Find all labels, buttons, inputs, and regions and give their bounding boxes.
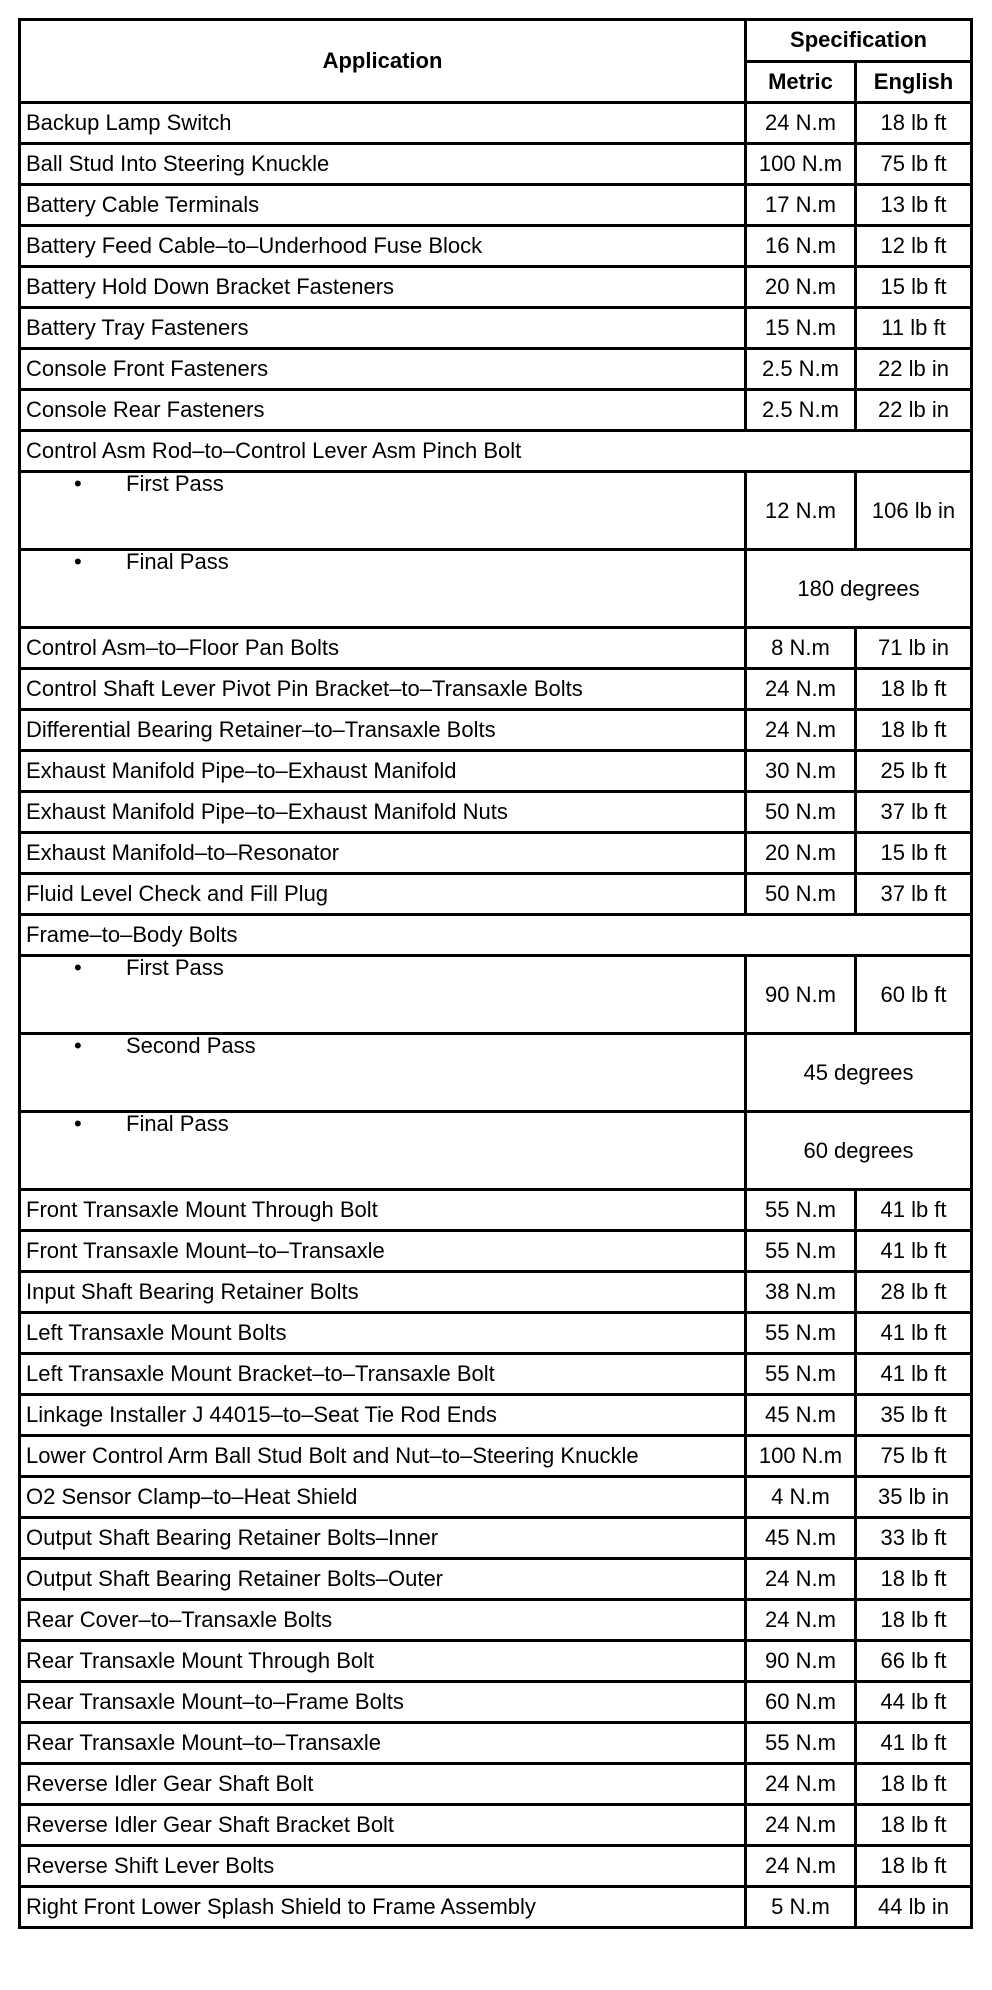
application-cell: Rear Transaxle Mount–to–Frame Bolts <box>20 1682 746 1723</box>
application-cell: Front Transaxle Mount Through Bolt <box>20 1190 746 1231</box>
metric-cell: 90 N.m <box>746 1641 856 1682</box>
metric-cell: 20 N.m <box>746 267 856 308</box>
english-cell: 106 lb in <box>856 472 972 550</box>
step-label: Final Pass <box>126 549 229 574</box>
english-cell: 33 lb ft <box>856 1518 972 1559</box>
bullet-marker: • <box>74 1033 82 1058</box>
step-cell <box>20 1034 746 1112</box>
english-cell: 18 lb ft <box>856 1846 972 1887</box>
group-title-cell: Frame–to–Body Bolts <box>20 915 972 956</box>
group-header-row <box>20 431 972 472</box>
table-row <box>20 1190 972 1231</box>
table-row <box>20 1887 972 1928</box>
torque-spec-table <box>18 18 973 1929</box>
metric-cell: 5 N.m <box>746 1887 856 1928</box>
english-cell: 18 lb ft <box>856 103 972 144</box>
table-row <box>20 628 972 669</box>
table-row <box>20 1272 972 1313</box>
metric-cell: 24 N.m <box>746 1846 856 1887</box>
table-row <box>20 349 972 390</box>
table-row <box>20 1231 972 1272</box>
sub-step-row <box>20 1034 972 1112</box>
application-cell: Exhaust Manifold Pipe–to–Exhaust Manifold Nuts <box>20 792 746 833</box>
english-cell: 13 lb ft <box>856 185 972 226</box>
metric-cell: 12 N.m <box>746 472 856 550</box>
metric-cell: 16 N.m <box>746 226 856 267</box>
english-cell: 41 lb ft <box>856 1313 972 1354</box>
english-cell: 71 lb in <box>856 628 972 669</box>
step-label: Second Pass <box>126 1033 256 1058</box>
application-header: Application <box>20 20 746 103</box>
english-cell: 11 lb ft <box>856 308 972 349</box>
application-cell: Rear Cover–to–Transaxle Bolts <box>20 1600 746 1641</box>
metric-cell: 24 N.m <box>746 710 856 751</box>
english-cell: 41 lb ft <box>856 1723 972 1764</box>
metric-cell: 50 N.m <box>746 874 856 915</box>
table-row <box>20 1559 972 1600</box>
bullet-marker: • <box>74 1111 82 1136</box>
application-cell: Reverse Idler Gear Shaft Bracket Bolt <box>20 1805 746 1846</box>
step-cell <box>20 956 746 1034</box>
table-row <box>20 751 972 792</box>
english-cell: 22 lb in <box>856 349 972 390</box>
table-row <box>20 1723 972 1764</box>
application-cell: Exhaust Manifold–to–Resonator <box>20 833 746 874</box>
english-cell: 18 lb ft <box>856 1764 972 1805</box>
english-cell: 75 lb ft <box>856 144 972 185</box>
metric-cell: 2.5 N.m <box>746 390 856 431</box>
step-cell <box>20 550 746 628</box>
english-cell: 18 lb ft <box>856 1600 972 1641</box>
application-cell: Output Shaft Bearing Retainer Bolts–Outer <box>20 1559 746 1600</box>
group-title-cell: Control Asm Rod–to–Control Lever Asm Pinch Bolt <box>20 431 972 472</box>
english-cell: 60 lb ft <box>856 956 972 1034</box>
application-cell: Front Transaxle Mount–to–Transaxle <box>20 1231 746 1272</box>
application-cell: Input Shaft Bearing Retainer Bolts <box>20 1272 746 1313</box>
english-cell: 18 lb ft <box>856 1805 972 1846</box>
english-cell: 12 lb ft <box>856 226 972 267</box>
table-row <box>20 1805 972 1846</box>
english-cell: 15 lb ft <box>856 267 972 308</box>
step-label: Final Pass <box>126 1111 229 1136</box>
application-cell: Output Shaft Bearing Retainer Bolts–Inner <box>20 1518 746 1559</box>
table-row <box>20 792 972 833</box>
english-header: English <box>856 61 972 103</box>
table-row <box>20 185 972 226</box>
english-cell: 28 lb ft <box>856 1272 972 1313</box>
step-label: First Pass <box>126 955 224 980</box>
application-cell: Battery Hold Down Bracket Fasteners <box>20 267 746 308</box>
metric-header: Metric <box>746 61 856 103</box>
metric-cell: 24 N.m <box>746 1600 856 1641</box>
metric-cell: 20 N.m <box>746 833 856 874</box>
specification-header: Specification <box>746 20 972 62</box>
metric-cell: 100 N.m <box>746 1436 856 1477</box>
metric-cell: 24 N.m <box>746 1764 856 1805</box>
metric-cell: 55 N.m <box>746 1313 856 1354</box>
application-cell: Lower Control Arm Ball Stud Bolt and Nut–to–Steering Knuckle <box>20 1436 746 1477</box>
metric-cell: 55 N.m <box>746 1723 856 1764</box>
group-header-row <box>20 915 972 956</box>
application-cell: Control Shaft Lever Pivot Pin Bracket–to–Transaxle Bolts <box>20 669 746 710</box>
metric-cell: 2.5 N.m <box>746 349 856 390</box>
english-cell: 18 lb ft <box>856 1559 972 1600</box>
bullet-marker: • <box>74 471 82 496</box>
metric-cell: 17 N.m <box>746 185 856 226</box>
metric-cell: 24 N.m <box>746 1559 856 1600</box>
metric-cell: 55 N.m <box>746 1231 856 1272</box>
metric-cell: 24 N.m <box>746 1805 856 1846</box>
table-row <box>20 1395 972 1436</box>
english-cell: 44 lb in <box>856 1887 972 1928</box>
metric-cell: 60 N.m <box>746 1682 856 1723</box>
sub-step-row <box>20 956 972 1034</box>
metric-cell: 100 N.m <box>746 144 856 185</box>
table-row <box>20 1518 972 1559</box>
application-cell: Console Rear Fasteners <box>20 390 746 431</box>
application-cell: Left Transaxle Mount Bolts <box>20 1313 746 1354</box>
step-label: First Pass <box>126 471 224 496</box>
angle-cell: 45 degrees <box>746 1034 972 1112</box>
sub-step-row <box>20 1112 972 1190</box>
english-cell: 25 lb ft <box>856 751 972 792</box>
bullet-marker: • <box>74 549 82 574</box>
application-cell: Battery Feed Cable–to–Underhood Fuse Block <box>20 226 746 267</box>
step-cell <box>20 472 746 550</box>
metric-cell: 45 N.m <box>746 1395 856 1436</box>
metric-cell: 55 N.m <box>746 1354 856 1395</box>
application-cell: Battery Cable Terminals <box>20 185 746 226</box>
table-row <box>20 1354 972 1395</box>
metric-cell: 8 N.m <box>746 628 856 669</box>
application-cell: Ball Stud Into Steering Knuckle <box>20 144 746 185</box>
english-cell: 22 lb in <box>856 390 972 431</box>
english-cell: 18 lb ft <box>856 710 972 751</box>
angle-cell: 180 degrees <box>746 550 972 628</box>
table-row <box>20 1764 972 1805</box>
table-row <box>20 308 972 349</box>
metric-cell: 55 N.m <box>746 1190 856 1231</box>
metric-cell: 4 N.m <box>746 1477 856 1518</box>
metric-cell: 38 N.m <box>746 1272 856 1313</box>
application-cell: Rear Transaxle Mount Through Bolt <box>20 1641 746 1682</box>
table-row <box>20 1477 972 1518</box>
table-header <box>20 20 972 103</box>
english-cell: 75 lb ft <box>856 1436 972 1477</box>
english-cell: 18 lb ft <box>856 669 972 710</box>
application-cell: Fluid Level Check and Fill Plug <box>20 874 746 915</box>
english-cell: 37 lb ft <box>856 874 972 915</box>
table-row <box>20 669 972 710</box>
metric-cell: 24 N.m <box>746 669 856 710</box>
english-cell: 35 lb ft <box>856 1395 972 1436</box>
metric-cell: 24 N.m <box>746 103 856 144</box>
sub-step-row <box>20 472 972 550</box>
application-cell: O2 Sensor Clamp–to–Heat Shield <box>20 1477 746 1518</box>
table-row <box>20 1846 972 1887</box>
table-row <box>20 1313 972 1354</box>
application-cell: Reverse Shift Lever Bolts <box>20 1846 746 1887</box>
sub-step-row <box>20 550 972 628</box>
application-cell: Backup Lamp Switch <box>20 103 746 144</box>
application-cell: Console Front Fasteners <box>20 349 746 390</box>
table-row <box>20 1436 972 1477</box>
table-row <box>20 390 972 431</box>
english-cell: 41 lb ft <box>856 1354 972 1395</box>
application-cell: Reverse Idler Gear Shaft Bolt <box>20 1764 746 1805</box>
metric-cell: 50 N.m <box>746 792 856 833</box>
angle-cell: 60 degrees <box>746 1112 972 1190</box>
metric-cell: 30 N.m <box>746 751 856 792</box>
english-cell: 44 lb ft <box>856 1682 972 1723</box>
metric-cell: 45 N.m <box>746 1518 856 1559</box>
application-cell: Right Front Lower Splash Shield to Frame Assembly <box>20 1887 746 1928</box>
table-row <box>20 833 972 874</box>
english-cell: 41 lb ft <box>856 1231 972 1272</box>
english-cell: 66 lb ft <box>856 1641 972 1682</box>
table-body <box>20 103 972 1928</box>
application-cell: Control Asm–to–Floor Pan Bolts <box>20 628 746 669</box>
step-cell <box>20 1112 746 1190</box>
table-row <box>20 1682 972 1723</box>
application-cell: Differential Bearing Retainer–to–Transaxle Bolts <box>20 710 746 751</box>
application-cell: Left Transaxle Mount Bracket–to–Transaxle Bolt <box>20 1354 746 1395</box>
application-cell: Exhaust Manifold Pipe–to–Exhaust Manifold <box>20 751 746 792</box>
application-cell: Linkage Installer J 44015–to–Seat Tie Rod Ends <box>20 1395 746 1436</box>
table-row <box>20 103 972 144</box>
english-cell: 37 lb ft <box>856 792 972 833</box>
table-row <box>20 710 972 751</box>
metric-cell: 15 N.m <box>746 308 856 349</box>
table-row <box>20 226 972 267</box>
table-row <box>20 1641 972 1682</box>
table-row <box>20 267 972 308</box>
table-row <box>20 874 972 915</box>
table-row <box>20 1600 972 1641</box>
table-row <box>20 144 972 185</box>
metric-cell: 90 N.m <box>746 956 856 1034</box>
english-cell: 15 lb ft <box>856 833 972 874</box>
english-cell: 41 lb ft <box>856 1190 972 1231</box>
english-cell: 35 lb in <box>856 1477 972 1518</box>
application-cell: Battery Tray Fasteners <box>20 308 746 349</box>
bullet-marker: • <box>74 955 82 980</box>
application-cell: Rear Transaxle Mount–to–Transaxle <box>20 1723 746 1764</box>
